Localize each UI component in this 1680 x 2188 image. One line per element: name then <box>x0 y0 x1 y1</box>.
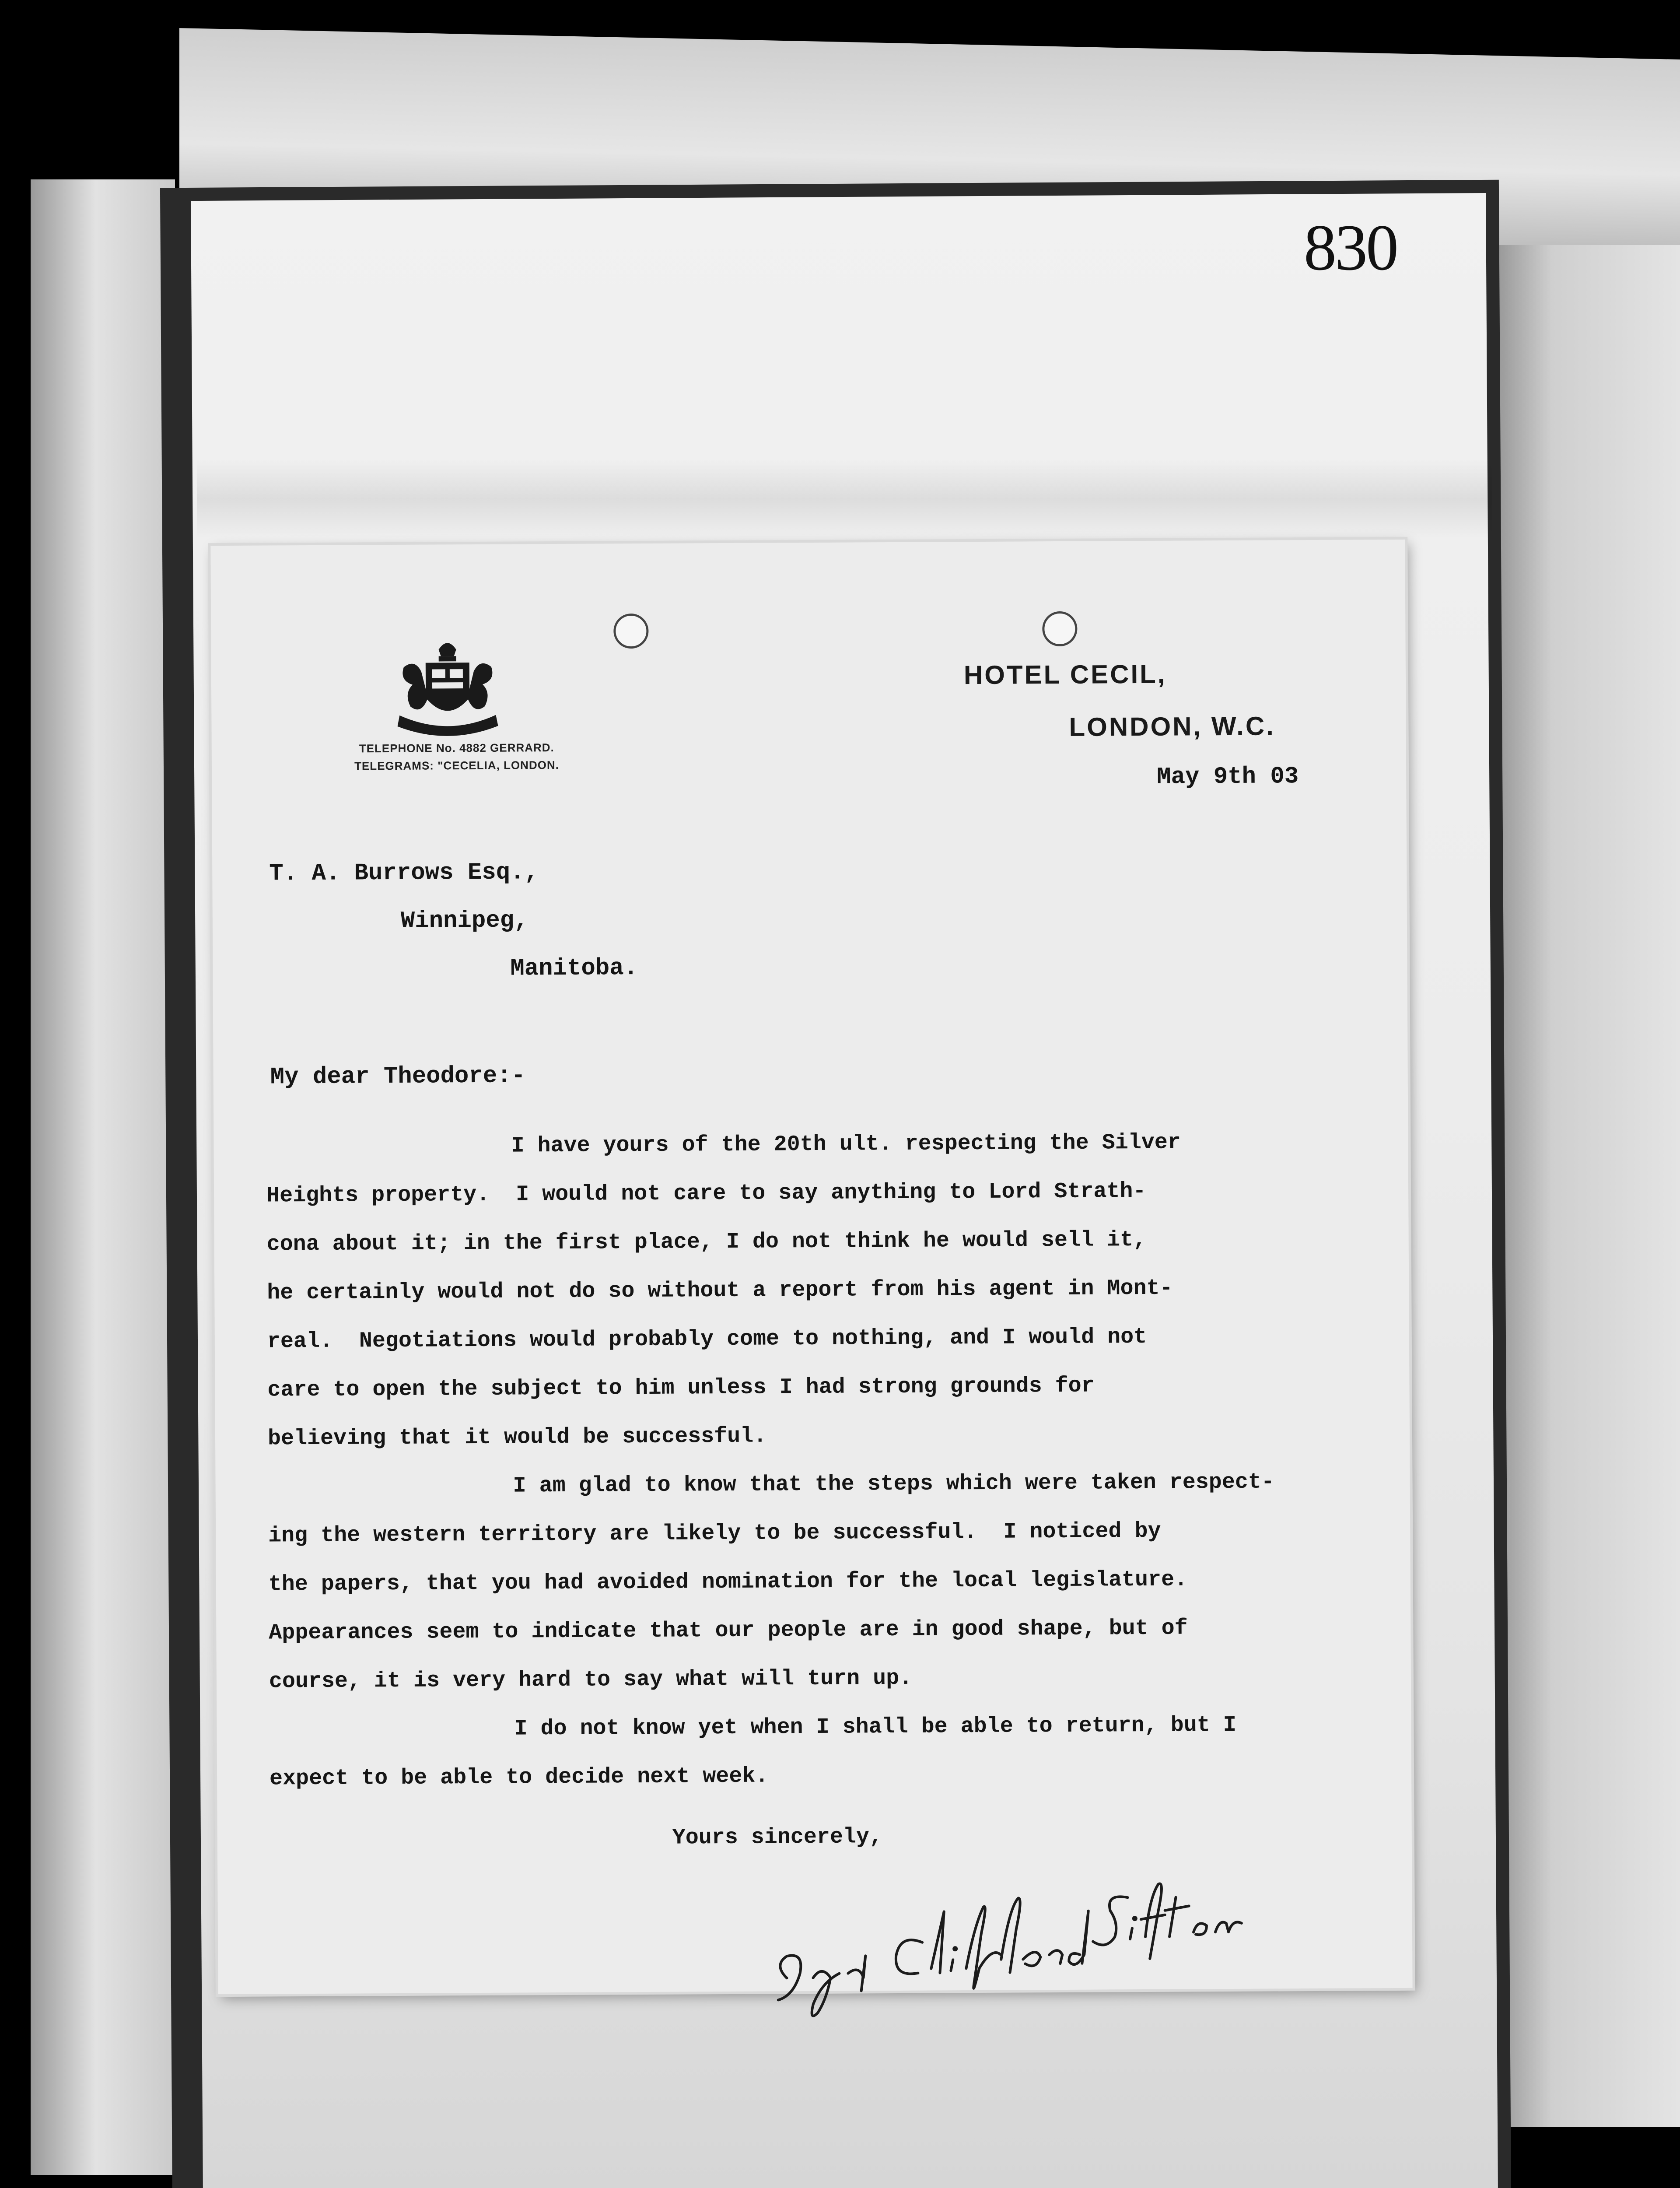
letterhead-address-line1: HOTEL CECIL, <box>963 659 1167 690</box>
body-line: he certainly would not do so without a report from his agent in Mont- <box>267 1276 1173 1306</box>
body-line: believing that it would be successful. <box>267 1424 767 1452</box>
body-line: I do not know yet when I shall be able to return, but I <box>514 1712 1236 1742</box>
coat-of-arms-icon <box>373 631 522 746</box>
handwritten-signature <box>756 1844 1303 2031</box>
punch-hole <box>613 614 648 649</box>
body-line: real. Negotiations would probably come to nothing, and I would not <box>267 1324 1147 1354</box>
background-sheet-right <box>1483 245 1680 2127</box>
salutation: My dear Theodore:- <box>270 1062 526 1091</box>
body-line: Appearances seem to indicate that our people are in good shape, but of <box>269 1616 1188 1646</box>
recipient-line: Winnipeg, <box>400 907 528 935</box>
body-line: I am glad to know that the steps which were taken respect- <box>513 1469 1275 1499</box>
body-line: course, it is very hard to say what will turn up. <box>269 1666 913 1694</box>
letter-body <box>266 1117 1372 1803</box>
letter-sheet <box>210 540 1412 1994</box>
body-line: cona about it; in the first place, I do not think he would sell it, <box>266 1227 1147 1257</box>
body-line: the papers, that you had avoided nomination for the local legislature. <box>268 1567 1188 1597</box>
closing: Yours sincerely, <box>672 1824 883 1851</box>
letterhead-address-line2: LONDON, W.C. <box>1069 711 1276 742</box>
letterhead-telephone: TELEPHONE No. 4882 GERRARD. <box>359 741 554 755</box>
punch-hole <box>1042 611 1077 646</box>
letterhead-telegrams: TELEGRAMS: "CECELIA, LONDON. <box>354 758 560 773</box>
background-sheet-left <box>31 179 175 2175</box>
body-line: I have yours of the 20th ult. respecting the Silver <box>511 1130 1181 1159</box>
body-line: care to open the subject to him unless I had strong grounds for <box>267 1373 1095 1403</box>
recipient-line: Manitoba. <box>510 955 638 982</box>
body-line: expect to be able to decide next week. <box>269 1764 769 1792</box>
letter-date: May 9th 03 <box>1156 763 1299 791</box>
recipient-line: T. A. Burrows Esq., <box>269 859 539 887</box>
page-number: 830 <box>1304 211 1397 284</box>
body-line: ing the western territory are likely to be successful. I noticed by <box>268 1518 1161 1549</box>
body-line: Heights property. I would not care to say anything to Lord Strath- <box>266 1178 1146 1209</box>
folder-fold <box>197 459 1492 538</box>
